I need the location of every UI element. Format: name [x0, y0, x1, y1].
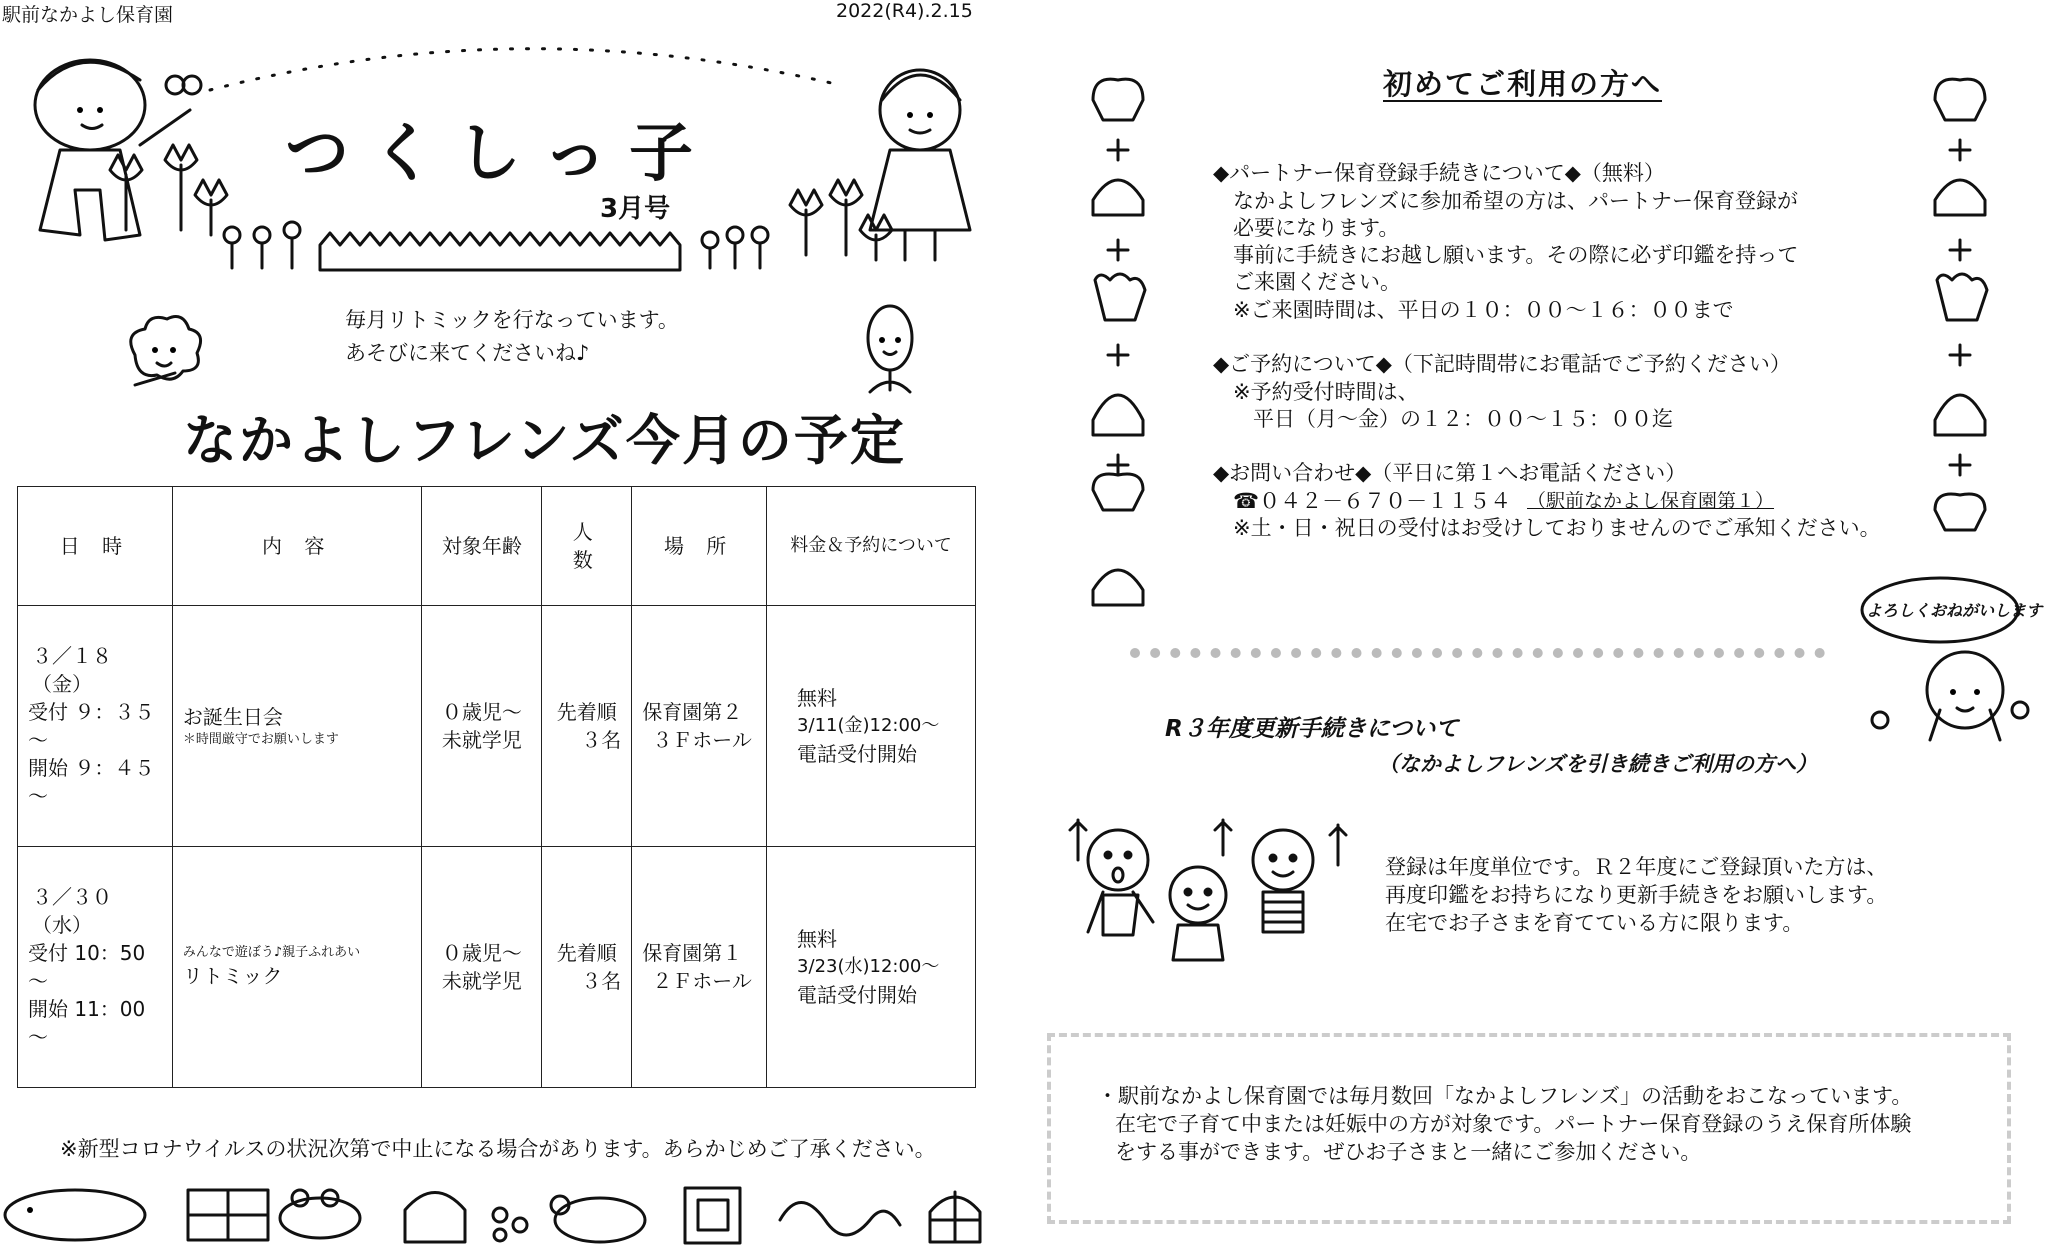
- arch-window-icon: [405, 1193, 465, 1243]
- cell-place: [632, 606, 767, 847]
- renewal-subheading: （なかよしフレンズを引き続きご利用の方へ）: [1378, 752, 1818, 776]
- dome-window-icon: [930, 1192, 980, 1242]
- schedule-heading: なかよしフレンズ今月の予定: [183, 409, 906, 472]
- age-to: 未就学児: [441, 969, 522, 993]
- fee-value: 無料: [797, 927, 838, 951]
- winter-border-left: [1083, 70, 1153, 610]
- schedule-table: [17, 486, 976, 1088]
- place-building: 保育園第１: [642, 941, 743, 965]
- partner-line-5: ※ご来園時間は、平日の１０：００～１６：００まで: [1233, 298, 1734, 322]
- partner-title: ◆パートナー保育登録手続きについて◆（無料）: [1213, 161, 1665, 185]
- small-flowers-left-icon: [224, 222, 300, 268]
- age-from: ０歳児～: [441, 941, 522, 965]
- cell-fee: [767, 847, 976, 1088]
- first-time-heading: 初めてご利用の方へ: [1383, 67, 1663, 101]
- reservation-line-2: 平日（月～金）の１２：００～１５：００迄: [1253, 407, 1673, 431]
- event-note: みんなで遊ぼう♪親子ふれあい: [182, 945, 361, 960]
- cell-place: [632, 847, 767, 1088]
- col-header-place: 場 所: [632, 487, 767, 606]
- square-window-icon: [685, 1188, 740, 1243]
- dots-icon: [493, 1208, 527, 1241]
- info-line-3: をする事ができます。ぜひお子さまと一緒にご参加ください。: [1115, 1140, 1702, 1164]
- running-children-illustration: [1058, 800, 1358, 975]
- reservation-title: ◆ご予約について◆（下記時間帯にお電話でご予約ください）: [1213, 352, 1791, 376]
- cell-count: [542, 606, 632, 847]
- event-date: ３／１８（金）: [32, 644, 112, 696]
- intro-line-1: 毎月リトミックを行なっています。: [345, 308, 679, 332]
- place-hall: ２Ｆホール: [652, 969, 752, 993]
- table-row: [18, 847, 976, 1088]
- info-line-2: 在宅で子育て中または妊娠中の方が対象です。パートナー保育登録のうえ保育所体験: [1115, 1112, 1912, 1136]
- snake-icon: [780, 1203, 900, 1236]
- intro-line-2: あそびに来てくださいね♪: [345, 341, 590, 365]
- place-hall: ３Ｆホール: [652, 728, 752, 752]
- partner-line-2: 必要になります。: [1233, 216, 1400, 240]
- turtle-icon: [551, 1196, 645, 1242]
- small-flowers-right-icon: [702, 180, 892, 268]
- fee-value: 無料: [797, 686, 838, 710]
- booking-time: 3/11(金)12:00～: [797, 715, 940, 736]
- count-number: ３名: [581, 969, 622, 993]
- flower-smile-icon: [115, 315, 225, 395]
- tulips-left-icon: [110, 145, 227, 235]
- bottom-animal-border: [0, 1180, 1000, 1249]
- col-header-count: 人 数: [542, 487, 632, 606]
- booking-time: 3/23(水)12:00～: [797, 956, 940, 977]
- cell-age: [422, 606, 542, 847]
- covid-notice: ※新型コロナウイルスの状況次第で中止になる場合があります。あらかじめご了承ください。: [60, 1137, 936, 1161]
- event-title: お誕生日会: [182, 705, 283, 729]
- butterfly-icon: [166, 76, 201, 94]
- greeting-bubble-text: よろしくおねがいします: [1866, 601, 2043, 620]
- contact-phone-note: （駅前なかよし保育園第１）: [1527, 490, 1775, 512]
- cell-fee: [767, 606, 976, 847]
- winter-border-right: [1925, 70, 1995, 560]
- section-divider: [1130, 648, 1825, 658]
- cell-content: [172, 847, 422, 1088]
- school-name: 駅前なかよし保育園: [2, 4, 174, 26]
- contact-line-1: ※土・日・祝日の受付はお受けしておりませんのでご承知ください。: [1233, 516, 1881, 540]
- col-header-content: 内 容: [172, 487, 422, 606]
- girl-doodle-icon: [870, 70, 970, 260]
- event-date: ３／３０（水）: [32, 885, 112, 937]
- booking-note: 電話受付開始: [797, 742, 918, 766]
- newsletter-issue: 3月号: [600, 194, 671, 224]
- greeting-girl-illustration: [1855, 570, 2035, 750]
- cell-age: [422, 847, 542, 1088]
- count-rule: 先着順: [556, 941, 617, 965]
- count-rule: 先着順: [556, 700, 617, 724]
- cell-content: [172, 606, 422, 847]
- partner-line-3: 事前に手続きにお越し願います。その際に必ず印鑑を持って: [1233, 243, 1799, 267]
- col-header-fee: 料金＆予約について: [767, 487, 976, 606]
- hyacinth-icon: [840, 300, 940, 400]
- frog-icon: [280, 1190, 360, 1238]
- table-row: [18, 606, 976, 847]
- renewal-line-2: 再度印鑑をお持ちになり更新手続きをお願いします。: [1385, 883, 1888, 907]
- count-number: ３名: [581, 728, 622, 752]
- event-note: ＊時間厳守でお願いします: [182, 732, 339, 747]
- age-from: ０歳児～: [441, 700, 522, 724]
- newsletter-title: つくしっ子: [285, 117, 715, 191]
- age-to: 未就学児: [441, 728, 522, 752]
- partner-line-4: ご来園ください。: [1233, 270, 1401, 294]
- col-header-age: 対象年齢: [422, 487, 542, 606]
- event-title: リトミック: [182, 964, 283, 988]
- fish-icon: [5, 1190, 145, 1240]
- renewal-heading: R３年度更新手続きについて: [1165, 716, 1459, 742]
- start-time: 開始 11：00～: [28, 997, 146, 1049]
- info-line-1: ・駅前なかよし保育園では毎月数回「なかよしフレンズ」の活動をおこなっています。: [1097, 1084, 1913, 1108]
- contact-title: ◆お問い合わせ◆（平日に第１へお電話ください）: [1213, 461, 1687, 485]
- fence-icon: [320, 233, 680, 270]
- renewal-line-3: 在宅でお子さまを育てている方に限ります。: [1385, 911, 1804, 935]
- cell-datetime: [18, 847, 173, 1088]
- start-time: 開始 ９：４５～: [28, 756, 155, 808]
- contact-phone: ☎０４２－６７０－１１５４: [1233, 489, 1512, 513]
- col-header-datetime: 日 時: [18, 487, 173, 606]
- reception-time: 受付 ９：３５～: [28, 700, 155, 752]
- cell-datetime: [18, 606, 173, 847]
- cell-count: [542, 847, 632, 1088]
- reception-time: 受付 10：50～: [28, 941, 146, 993]
- reservation-line-1: ※予約受付時間は、: [1233, 380, 1419, 404]
- partner-line-1: なかよしフレンズに参加希望の方は、パートナー保育登録が: [1233, 189, 1799, 213]
- window-icon: [188, 1190, 268, 1240]
- renewal-line-1: 登録は年度単位です。Ｒ２年度にご登録頂いた方は、: [1385, 855, 1888, 879]
- issue-date: 2022(R4).2.15: [836, 0, 973, 22]
- booking-note: 電話受付開始: [797, 983, 918, 1007]
- table-header-row: [18, 487, 976, 606]
- place-building: 保育園第２: [642, 700, 743, 724]
